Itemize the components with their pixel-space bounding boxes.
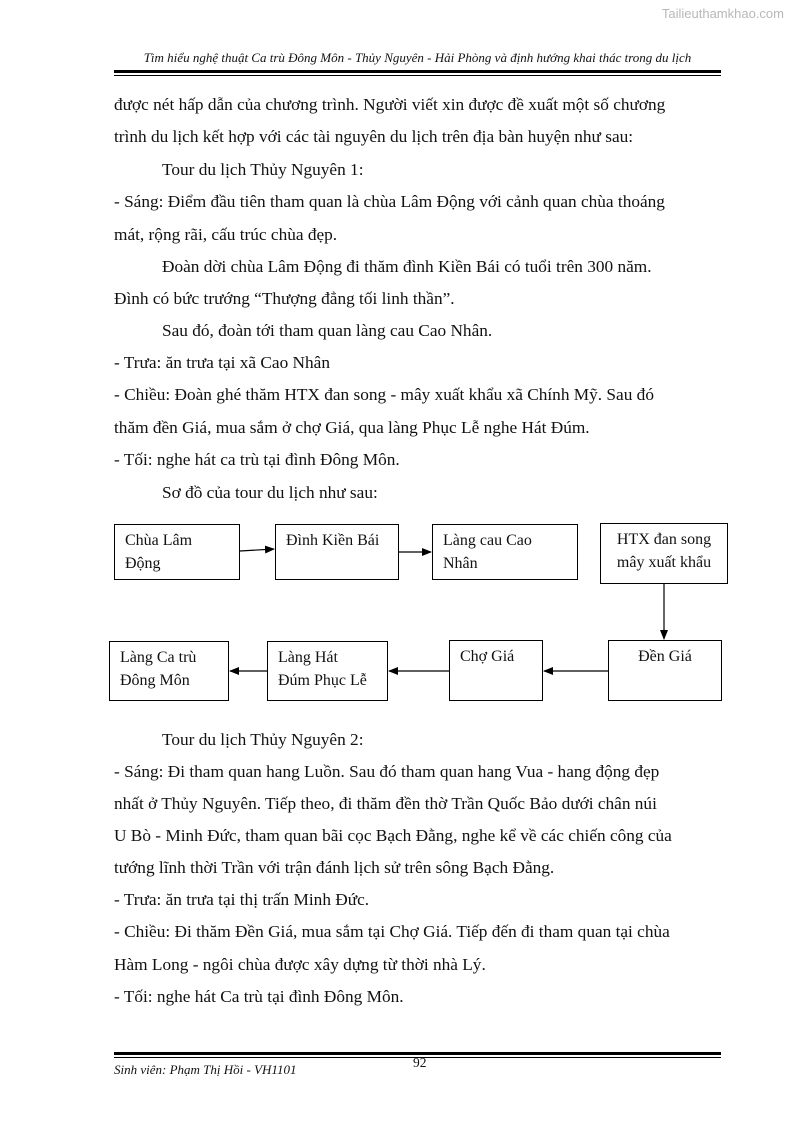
box-lang-cau-cao-nhan	[432, 524, 578, 580]
box-dinh-kien-bai	[275, 524, 399, 580]
body-line: - Tối: nghe hát ca trù tại đình Đông Môn.	[114, 450, 400, 469]
tour-1-heading: Tour du lịch Thủy Nguyên 1:	[162, 160, 364, 179]
body-line: nhất ở Thủy Nguyên. Tiếp theo, đi thăm đền thờ Trần Quốc Bảo dưới chân núi	[114, 794, 657, 813]
body-line: được nét hấp dẫn của chương trình. Người viết xin được đề xuất một số chương	[114, 95, 666, 114]
box-line: Động	[125, 555, 161, 572]
body-line: - Chiều: Đoàn ghé thăm HTX đan song - mây xuất khẩu xã Chính Mỹ. Sau đó	[114, 385, 654, 404]
box-line: HTX đan song	[616, 531, 712, 548]
body-line: tướng lĩnh thời Trần với trận đánh lịch sử trên sông Bạch Đằng.	[114, 858, 555, 877]
body-line: Hàm Long - ngôi chùa được xây dựng từ thời nhà Lý.	[114, 955, 486, 974]
box-line: Làng cau Cao	[443, 532, 532, 549]
tour-2-heading: Tour du lịch Thủy Nguyên 2:	[162, 730, 364, 749]
box-chua-lam-dong	[114, 524, 240, 580]
body-line: Đoàn dời chùa Lâm Động đi thăm đình Kiền Bái có tuổi trên 300 năm.	[162, 257, 652, 276]
box-cho-gia	[449, 640, 543, 701]
arrow-1	[240, 549, 274, 551]
box-line: Làng Hát	[278, 649, 338, 666]
header-rule-thin	[114, 75, 721, 76]
body-line: - Trưa: ăn trưa tại xã Cao Nhân	[114, 353, 330, 372]
body-line: - Chiều: Đi thăm Đền Giá, mua sắm tại Chợ Giá. Tiếp đến đi tham quan tại chùa	[114, 922, 670, 941]
body-line: thăm đền Giá, mua sắm ở chợ Giá, qua làng Phục Lễ nghe Hát Đúm.	[114, 418, 590, 437]
box-den-gia	[608, 640, 722, 701]
running-header: Tìm hiểu nghệ thuật Ca trù Đông Môn - Thủy Nguyên - Hải Phòng và định hướng khai thác trong du lịch	[143, 50, 692, 65]
body-line: - Trưa: ăn trưa tại thị trấn Minh Đức.	[114, 890, 370, 909]
body-line: - Sáng: Điểm đầu tiên tham quan là chùa Lâm Động với cảnh quan chùa thoáng	[114, 192, 665, 211]
footer-student: Sinh viên: Phạm Thị Hồi - VH1101	[114, 1062, 297, 1077]
header-rule	[114, 70, 721, 73]
box-line: Đình Kiền Bái	[286, 532, 380, 549]
body-line: Đình có bức trướng “Thượng đẳng tối linh thần”.	[114, 289, 455, 308]
box-line: Nhân	[443, 555, 478, 572]
box-line: Chùa Lâm	[125, 532, 193, 549]
box-line: Đông Môn	[120, 672, 190, 689]
diagram-caption: Sơ đồ của tour du lịch như sau:	[162, 483, 378, 502]
body-line: Sau đó, đoàn tới tham quan làng cau Cao Nhân.	[162, 321, 493, 340]
body-line: trình du lịch kết hợp với các tài nguyên du lịch trên địa bàn huyện như sau:	[114, 127, 634, 146]
box-line: Làng Ca trù	[120, 649, 197, 666]
body-line: - Tối: nghe hát Ca trù tại đình Đông Môn.	[114, 987, 404, 1006]
box-line: Đền Giá	[638, 648, 692, 665]
box-lang-ca-tru	[109, 641, 229, 701]
box-line: Chợ Giá	[460, 648, 515, 665]
watermark: Tailieuthamkhao.com	[661, 6, 784, 21]
page-number: 92	[413, 1055, 427, 1070]
box-lang-hat-dum	[267, 641, 388, 701]
box-line: mây xuất khẩu	[616, 554, 712, 571]
box-htx-dan-song	[600, 523, 728, 584]
body-line: U Bò - Minh Đức, tham quan bãi cọc Bạch Đằng, nghe kể về các chiến công của	[114, 826, 672, 845]
box-line: Đúm Phục Lễ	[278, 672, 367, 689]
body-line: - Sáng: Đi tham quan hang Luồn. Sau đó tham quan hang Vua - hang động đẹp	[114, 762, 660, 781]
body-line: mát, rộng rãi, cấu trúc chùa đẹp.	[114, 225, 338, 244]
